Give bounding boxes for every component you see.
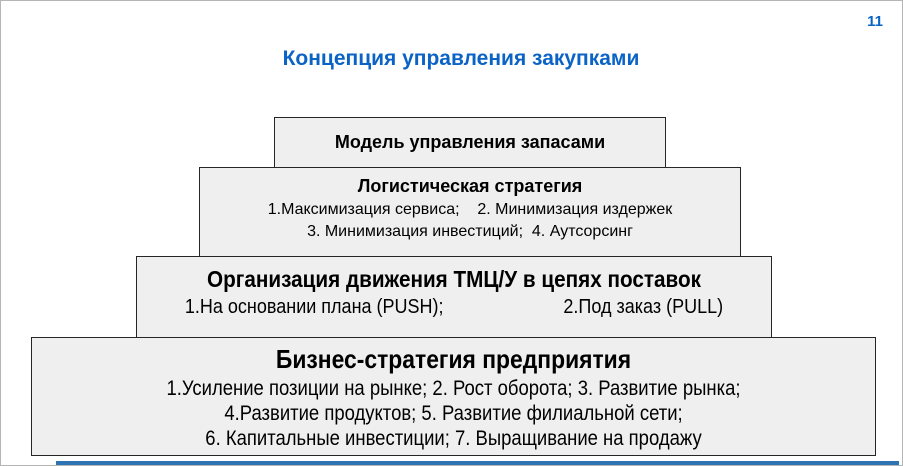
level3-title: Организация движения ТМЦ/У в цепях поставок [207, 266, 701, 292]
pyramid-level-logistics-strategy [199, 167, 741, 257]
pyramid-level-business-strategy [31, 337, 876, 456]
slide-title: Концепция управления закупками [282, 47, 640, 70]
level4-title: Бизнес-стратегия предприятия [275, 344, 632, 374]
level4-line-3: 6. Капитальные инвестиции; 7. Выращивание на продажу [205, 427, 702, 450]
level2-line-1: 1.Максимизация сервиса; 2. Минимизация издержек [267, 201, 673, 218]
level2-line-2: 3. Минимизация инвестиций; 4. Аутсорсинг [307, 223, 633, 240]
level4-line-1: 1.Усиление позиции на рынке; 2. Рост оборота; 3. Развитие рынка; [166, 377, 741, 400]
level3-item-pull: 2.Под заказ (PULL) [563, 296, 724, 318]
level3-items-row [169, 294, 740, 321]
level1-title: Модель управления запасами [334, 132, 606, 152]
page-number: 11 [867, 13, 883, 30]
pyramid-level-inventory-model [274, 117, 666, 168]
level4-line-2: 4.Развитие продуктов; 5. Развитие филиальной сети; [224, 402, 683, 425]
bottom-accent-bar [56, 461, 899, 466]
pyramid-level-goods-movement [136, 256, 772, 338]
level2-title: Логистическая стратегия [357, 176, 583, 196]
level3-item-push: 1.На основании плана (PUSH); [184, 296, 444, 318]
